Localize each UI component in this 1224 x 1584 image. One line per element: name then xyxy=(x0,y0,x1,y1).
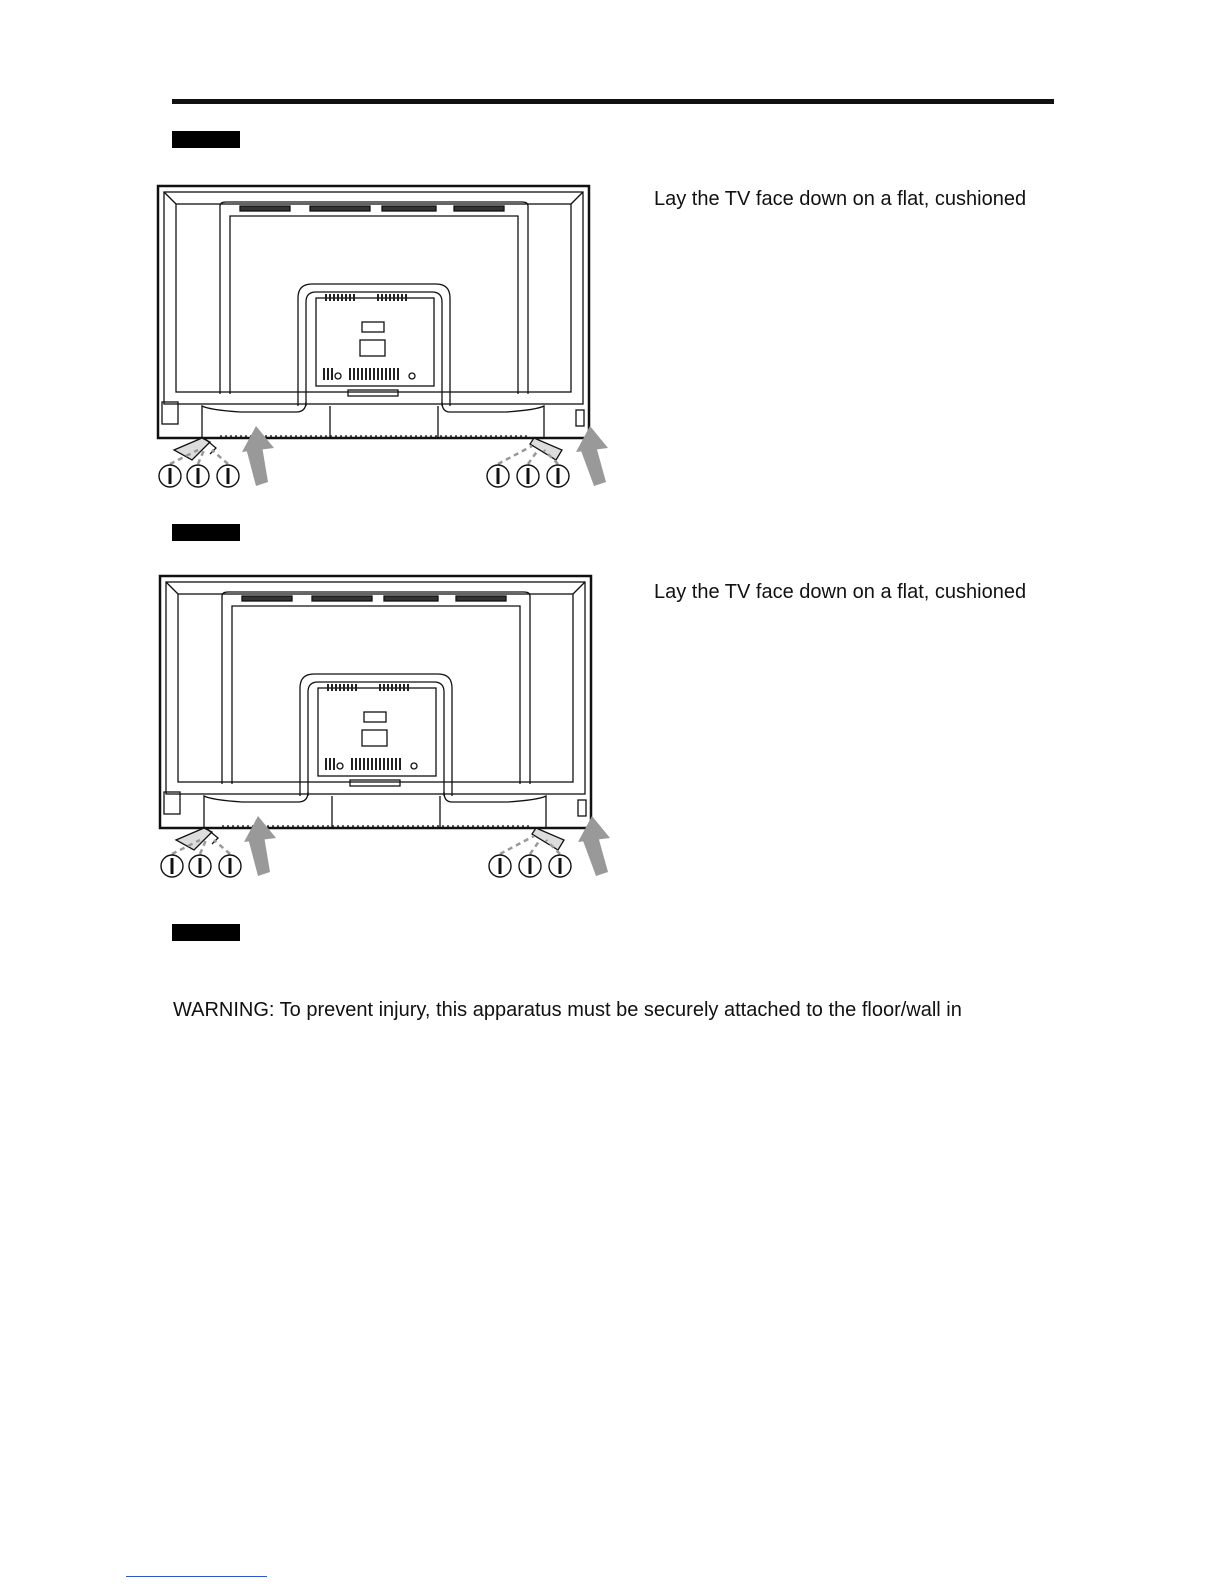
footer-link-underline[interactable] xyxy=(126,1576,267,1577)
step-label-2 xyxy=(172,524,240,541)
screw-icon xyxy=(161,855,183,877)
warning-text: WARNING: To prevent injury, this apparatus must be securely attached to the floor/wall in xyxy=(173,999,962,1021)
screw-icon xyxy=(159,465,181,487)
top-rule xyxy=(172,99,1054,104)
step-label-3 xyxy=(172,924,240,941)
screw-icon xyxy=(487,465,509,487)
screw-icon xyxy=(519,855,541,877)
screw-icon xyxy=(489,855,511,877)
insert-arrow-icon xyxy=(244,816,276,876)
insert-arrow-icon xyxy=(242,426,274,486)
screw-icon xyxy=(189,855,211,877)
screw-icon xyxy=(549,855,571,877)
step-label-1 xyxy=(172,131,240,148)
instruction-text-2: Lay the TV face down on a flat, cushioned xyxy=(654,581,1027,603)
instruction-text-1: Lay the TV face down on a flat, cushioned xyxy=(654,188,1027,210)
screw-icon xyxy=(219,855,241,877)
screw-icon xyxy=(517,465,539,487)
insert-arrow-icon xyxy=(576,426,608,486)
screw-icon xyxy=(547,465,569,487)
tv-rear-stand-diagram-2 xyxy=(152,570,614,884)
screw-icon xyxy=(187,465,209,487)
insert-arrow-icon xyxy=(578,816,610,876)
screw-icon xyxy=(217,465,239,487)
tv-rear-stand-diagram-1 xyxy=(150,180,612,494)
